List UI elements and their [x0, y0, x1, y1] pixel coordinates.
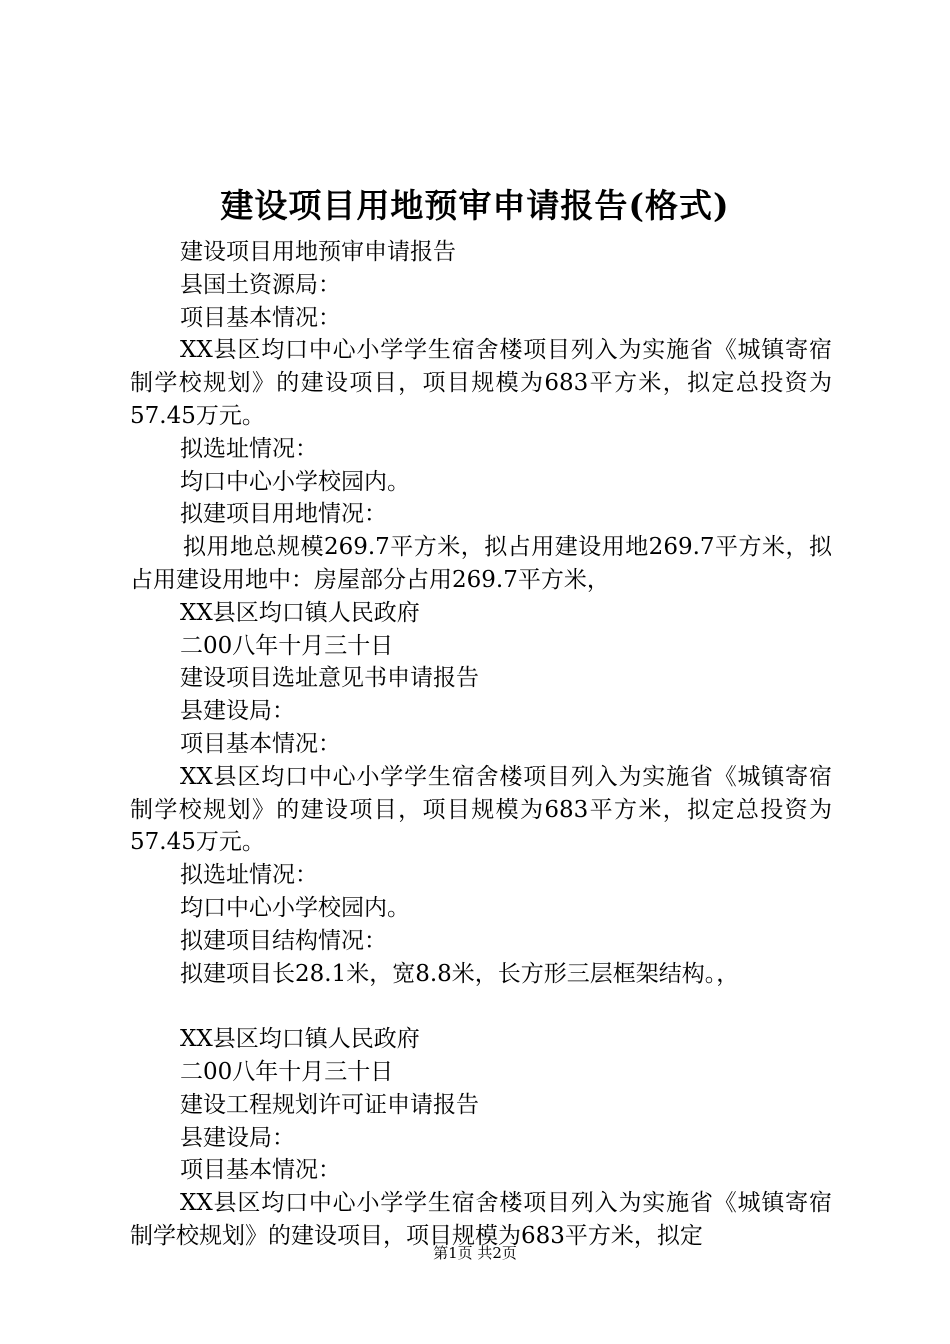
date: 二00八年十月三十日 — [180, 632, 394, 659]
page-footer: 第1页 共2页 — [433, 1244, 517, 1262]
date: 二00八年十月三十日 — [180, 1058, 394, 1085]
addressee: 县建设局： — [180, 1124, 295, 1151]
basic-info-paragraph: XX县区均口中心小学学生宿舍楼项目列入为实施省《城镇寄宿制学校规划》的建设项目，项目规模为683平方米，拟定 — [130, 1190, 832, 1249]
basic-info-label: 项目基本情况： — [180, 1157, 341, 1184]
section-heading: 建设项目用地预审申请报告 — [180, 239, 456, 265]
basic-info-paragraph: XX县区均口中心小学学生宿舍楼项目列入为实施省《城镇寄宿制学校规划》的建设项目，项目规模为683平方米，拟定总投资为57.45万元。 — [130, 763, 832, 856]
basic-info-label: 项目基本情况： — [180, 304, 341, 331]
basic-info-label: 项目基本情况： — [180, 730, 341, 757]
site-label: 拟选址情况： — [180, 862, 318, 889]
addressee: 县国土资源局： — [180, 271, 341, 298]
structure-label: 拟建项目结构情况： — [180, 927, 387, 954]
land-use-paragraph: 拟用地总规模269.7平方米，拟占用建设用地269.7平方米，拟占用建设用地中：房屋部分占用269.7平方米， — [130, 534, 832, 593]
signer: XX县区均口镇人民政府 — [180, 1026, 420, 1053]
section-heading: 建设项目选址意见书申请报告 — [180, 665, 479, 692]
structure-text: 拟建项目长28.1米，宽8.8米，长方形三层框架结构。， — [180, 960, 740, 987]
site-label: 拟选址情况： — [180, 435, 318, 462]
document-body — [130, 236, 832, 1253]
addressee: 县建设局： — [180, 698, 295, 725]
section-heading: 建设工程规划许可证申请报告 — [180, 1091, 479, 1118]
signer: XX县区均口镇人民政府 — [180, 599, 420, 626]
document-title: 建设项目用地预审申请报告(格式) — [220, 186, 730, 225]
blank-line — [130, 990, 832, 1023]
site-text: 均口中心小学校园内。 — [180, 468, 410, 495]
site-text: 均口中心小学校园内。 — [180, 894, 410, 921]
land-use-label: 拟建项目用地情况： — [180, 501, 387, 528]
basic-info-paragraph: XX县区均口中心小学学生宿舍楼项目列入为实施省《城镇寄宿制学校规划》的建设项目，项目规模为683平方米，拟定总投资为57.45万元。 — [130, 337, 832, 429]
